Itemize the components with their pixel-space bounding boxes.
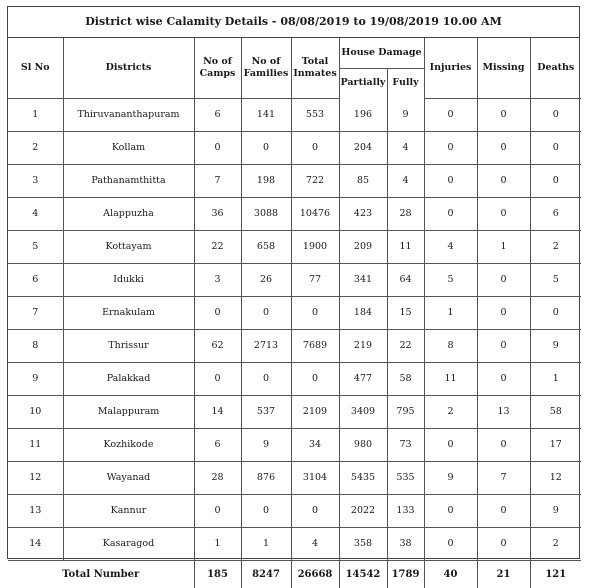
cell-missing: 0 bbox=[477, 164, 530, 197]
cell-inmates: 553 bbox=[291, 98, 339, 131]
cell-sl: 11 bbox=[8, 428, 63, 461]
cell-partially: 2022 bbox=[339, 494, 387, 527]
cell-fully: 4 bbox=[387, 164, 424, 197]
cell-sl: 9 bbox=[8, 362, 63, 395]
cell-partially: 196 bbox=[339, 98, 387, 131]
cell-district: Palakkad bbox=[63, 362, 194, 395]
cell-fully: 9 bbox=[387, 98, 424, 131]
cell-camps: 1 bbox=[194, 527, 241, 560]
cell-missing: 0 bbox=[477, 494, 530, 527]
cell-sl: 4 bbox=[8, 197, 63, 230]
cell-camps: 6 bbox=[194, 98, 241, 131]
cell-fully: 22 bbox=[387, 329, 424, 362]
cell-injuries: 4 bbox=[424, 230, 477, 263]
cell-injuries: 8 bbox=[424, 329, 477, 362]
col-header-families: No of Families bbox=[241, 38, 291, 98]
cell-families: 0 bbox=[241, 494, 291, 527]
cell-district: Kannur bbox=[63, 494, 194, 527]
col-header-fully: Fully bbox=[387, 68, 424, 98]
table-row bbox=[8, 230, 581, 263]
col-header-house-damage: House Damage bbox=[339, 38, 424, 68]
cell-fully: 795 bbox=[387, 395, 424, 428]
total-partially: 14542 bbox=[339, 560, 387, 588]
col-header-inmates: Total Inmates bbox=[291, 38, 339, 98]
table-row bbox=[8, 164, 581, 197]
cell-sl: 1 bbox=[8, 98, 63, 131]
total-camps: 185 bbox=[194, 560, 241, 588]
cell-sl: 2 bbox=[8, 131, 63, 164]
cell-deaths: 58 bbox=[530, 395, 581, 428]
cell-fully: 28 bbox=[387, 197, 424, 230]
cell-inmates: 34 bbox=[291, 428, 339, 461]
total-inmates: 26668 bbox=[291, 560, 339, 588]
cell-families: 537 bbox=[241, 395, 291, 428]
table-body bbox=[8, 98, 581, 588]
cell-sl: 8 bbox=[8, 329, 63, 362]
cell-families: 141 bbox=[241, 98, 291, 131]
col-header-partially: Partially bbox=[339, 68, 387, 98]
cell-injuries: 1 bbox=[424, 296, 477, 329]
table-row bbox=[8, 362, 581, 395]
cell-partially: 219 bbox=[339, 329, 387, 362]
cell-sl: 10 bbox=[8, 395, 63, 428]
cell-deaths: 0 bbox=[530, 164, 581, 197]
cell-families: 2713 bbox=[241, 329, 291, 362]
cell-sl: 3 bbox=[8, 164, 63, 197]
cell-inmates: 4 bbox=[291, 527, 339, 560]
total-injuries: 40 bbox=[424, 560, 477, 588]
cell-injuries: 0 bbox=[424, 494, 477, 527]
cell-partially: 209 bbox=[339, 230, 387, 263]
total-label: Total Number bbox=[8, 560, 194, 588]
cell-fully: 15 bbox=[387, 296, 424, 329]
cell-district: Kozhikode bbox=[63, 428, 194, 461]
cell-camps: 3 bbox=[194, 263, 241, 296]
cell-inmates: 2109 bbox=[291, 395, 339, 428]
table-row bbox=[8, 98, 581, 131]
cell-district: Kasaragod bbox=[63, 527, 194, 560]
cell-camps: 14 bbox=[194, 395, 241, 428]
cell-inmates: 0 bbox=[291, 362, 339, 395]
cell-inmates: 0 bbox=[291, 131, 339, 164]
cell-district: Alappuzha bbox=[63, 197, 194, 230]
report-title: District wise Calamity Details - 08/08/2019 to 19/08/2019 10.00 AM bbox=[8, 7, 579, 38]
col-header-deaths: Deaths bbox=[530, 38, 581, 98]
cell-missing: 0 bbox=[477, 362, 530, 395]
cell-inmates: 3104 bbox=[291, 461, 339, 494]
table-row bbox=[8, 527, 581, 560]
cell-families: 3088 bbox=[241, 197, 291, 230]
cell-inmates: 0 bbox=[291, 494, 339, 527]
cell-district: Malappuram bbox=[63, 395, 194, 428]
table-row bbox=[8, 494, 581, 527]
cell-injuries: 5 bbox=[424, 263, 477, 296]
cell-deaths: 17 bbox=[530, 428, 581, 461]
cell-missing: 0 bbox=[477, 197, 530, 230]
cell-partially: 423 bbox=[339, 197, 387, 230]
cell-fully: 11 bbox=[387, 230, 424, 263]
header-row bbox=[8, 38, 581, 68]
table-row bbox=[8, 428, 581, 461]
cell-deaths: 5 bbox=[530, 263, 581, 296]
cell-injuries: 0 bbox=[424, 197, 477, 230]
table-row bbox=[8, 329, 581, 362]
cell-deaths: 12 bbox=[530, 461, 581, 494]
col-header-districts: Districts bbox=[63, 38, 194, 98]
col-header-camps: No of Camps bbox=[194, 38, 241, 98]
cell-camps: 6 bbox=[194, 428, 241, 461]
total-deaths: 121 bbox=[530, 560, 581, 588]
table-row bbox=[8, 263, 581, 296]
col-header-missing: Missing bbox=[477, 38, 530, 98]
cell-inmates: 77 bbox=[291, 263, 339, 296]
cell-sl: 6 bbox=[8, 263, 63, 296]
cell-fully: 73 bbox=[387, 428, 424, 461]
cell-deaths: 0 bbox=[530, 131, 581, 164]
cell-deaths: 9 bbox=[530, 494, 581, 527]
cell-missing: 0 bbox=[477, 527, 530, 560]
cell-partially: 358 bbox=[339, 527, 387, 560]
cell-injuries: 2 bbox=[424, 395, 477, 428]
cell-missing: 0 bbox=[477, 329, 530, 362]
cell-camps: 22 bbox=[194, 230, 241, 263]
cell-deaths: 1 bbox=[530, 362, 581, 395]
table-row bbox=[8, 131, 581, 164]
cell-deaths: 0 bbox=[530, 98, 581, 131]
cell-district: Ernakulam bbox=[63, 296, 194, 329]
total-missing: 21 bbox=[477, 560, 530, 588]
cell-deaths: 2 bbox=[530, 230, 581, 263]
table-row bbox=[8, 395, 581, 428]
col-header-injuries: Injuries bbox=[424, 38, 477, 98]
cell-injuries: 9 bbox=[424, 461, 477, 494]
cell-missing: 13 bbox=[477, 395, 530, 428]
cell-fully: 38 bbox=[387, 527, 424, 560]
total-families: 8247 bbox=[241, 560, 291, 588]
cell-families: 26 bbox=[241, 263, 291, 296]
cell-partially: 85 bbox=[339, 164, 387, 197]
cell-inmates: 7689 bbox=[291, 329, 339, 362]
cell-families: 658 bbox=[241, 230, 291, 263]
cell-district: Pathanamthitta bbox=[63, 164, 194, 197]
cell-inmates: 0 bbox=[291, 296, 339, 329]
cell-partially: 204 bbox=[339, 131, 387, 164]
table-row bbox=[8, 461, 581, 494]
cell-fully: 58 bbox=[387, 362, 424, 395]
cell-camps: 0 bbox=[194, 362, 241, 395]
cell-injuries: 0 bbox=[424, 164, 477, 197]
cell-camps: 0 bbox=[194, 296, 241, 329]
cell-families: 198 bbox=[241, 164, 291, 197]
cell-partially: 184 bbox=[339, 296, 387, 329]
cell-injuries: 11 bbox=[424, 362, 477, 395]
total-fully: 1789 bbox=[387, 560, 424, 588]
cell-camps: 7 bbox=[194, 164, 241, 197]
cell-fully: 133 bbox=[387, 494, 424, 527]
cell-injuries: 0 bbox=[424, 131, 477, 164]
cell-fully: 4 bbox=[387, 131, 424, 164]
cell-families: 9 bbox=[241, 428, 291, 461]
cell-missing: 0 bbox=[477, 131, 530, 164]
cell-families: 1 bbox=[241, 527, 291, 560]
cell-injuries: 0 bbox=[424, 527, 477, 560]
cell-deaths: 9 bbox=[530, 329, 581, 362]
cell-families: 876 bbox=[241, 461, 291, 494]
total-row bbox=[8, 560, 581, 588]
cell-deaths: 6 bbox=[530, 197, 581, 230]
cell-deaths: 2 bbox=[530, 527, 581, 560]
cell-partially: 3409 bbox=[339, 395, 387, 428]
cell-camps: 0 bbox=[194, 494, 241, 527]
cell-district: Idukki bbox=[63, 263, 194, 296]
cell-district: Wayanad bbox=[63, 461, 194, 494]
cell-missing: 0 bbox=[477, 296, 530, 329]
cell-families: 0 bbox=[241, 296, 291, 329]
cell-sl: 5 bbox=[8, 230, 63, 263]
calamity-report bbox=[7, 6, 580, 580]
cell-missing: 0 bbox=[477, 428, 530, 461]
cell-camps: 28 bbox=[194, 461, 241, 494]
table-row bbox=[8, 296, 581, 329]
cell-missing: 7 bbox=[477, 461, 530, 494]
cell-partially: 477 bbox=[339, 362, 387, 395]
cell-inmates: 10476 bbox=[291, 197, 339, 230]
cell-partially: 5435 bbox=[339, 461, 387, 494]
cell-inmates: 722 bbox=[291, 164, 339, 197]
cell-district: Thrissur bbox=[63, 329, 194, 362]
cell-camps: 36 bbox=[194, 197, 241, 230]
cell-families: 0 bbox=[241, 362, 291, 395]
cell-injuries: 0 bbox=[424, 98, 477, 131]
col-header-sl-no: Sl No bbox=[8, 38, 63, 98]
cell-deaths: 0 bbox=[530, 296, 581, 329]
cell-district: Kottayam bbox=[63, 230, 194, 263]
cell-inmates: 1900 bbox=[291, 230, 339, 263]
cell-partially: 980 bbox=[339, 428, 387, 461]
table-row bbox=[8, 197, 581, 230]
cell-injuries: 0 bbox=[424, 428, 477, 461]
calamity-table bbox=[8, 38, 581, 588]
cell-sl: 12 bbox=[8, 461, 63, 494]
cell-district: Kollam bbox=[63, 131, 194, 164]
cell-district: Thiruvananthapuram bbox=[63, 98, 194, 131]
cell-missing: 0 bbox=[477, 98, 530, 131]
cell-camps: 62 bbox=[194, 329, 241, 362]
cell-camps: 0 bbox=[194, 131, 241, 164]
cell-sl: 14 bbox=[8, 527, 63, 560]
cell-fully: 535 bbox=[387, 461, 424, 494]
cell-fully: 64 bbox=[387, 263, 424, 296]
cell-sl: 13 bbox=[8, 494, 63, 527]
cell-families: 0 bbox=[241, 131, 291, 164]
cell-missing: 1 bbox=[477, 230, 530, 263]
cell-partially: 341 bbox=[339, 263, 387, 296]
cell-missing: 0 bbox=[477, 263, 530, 296]
cell-sl: 7 bbox=[8, 296, 63, 329]
